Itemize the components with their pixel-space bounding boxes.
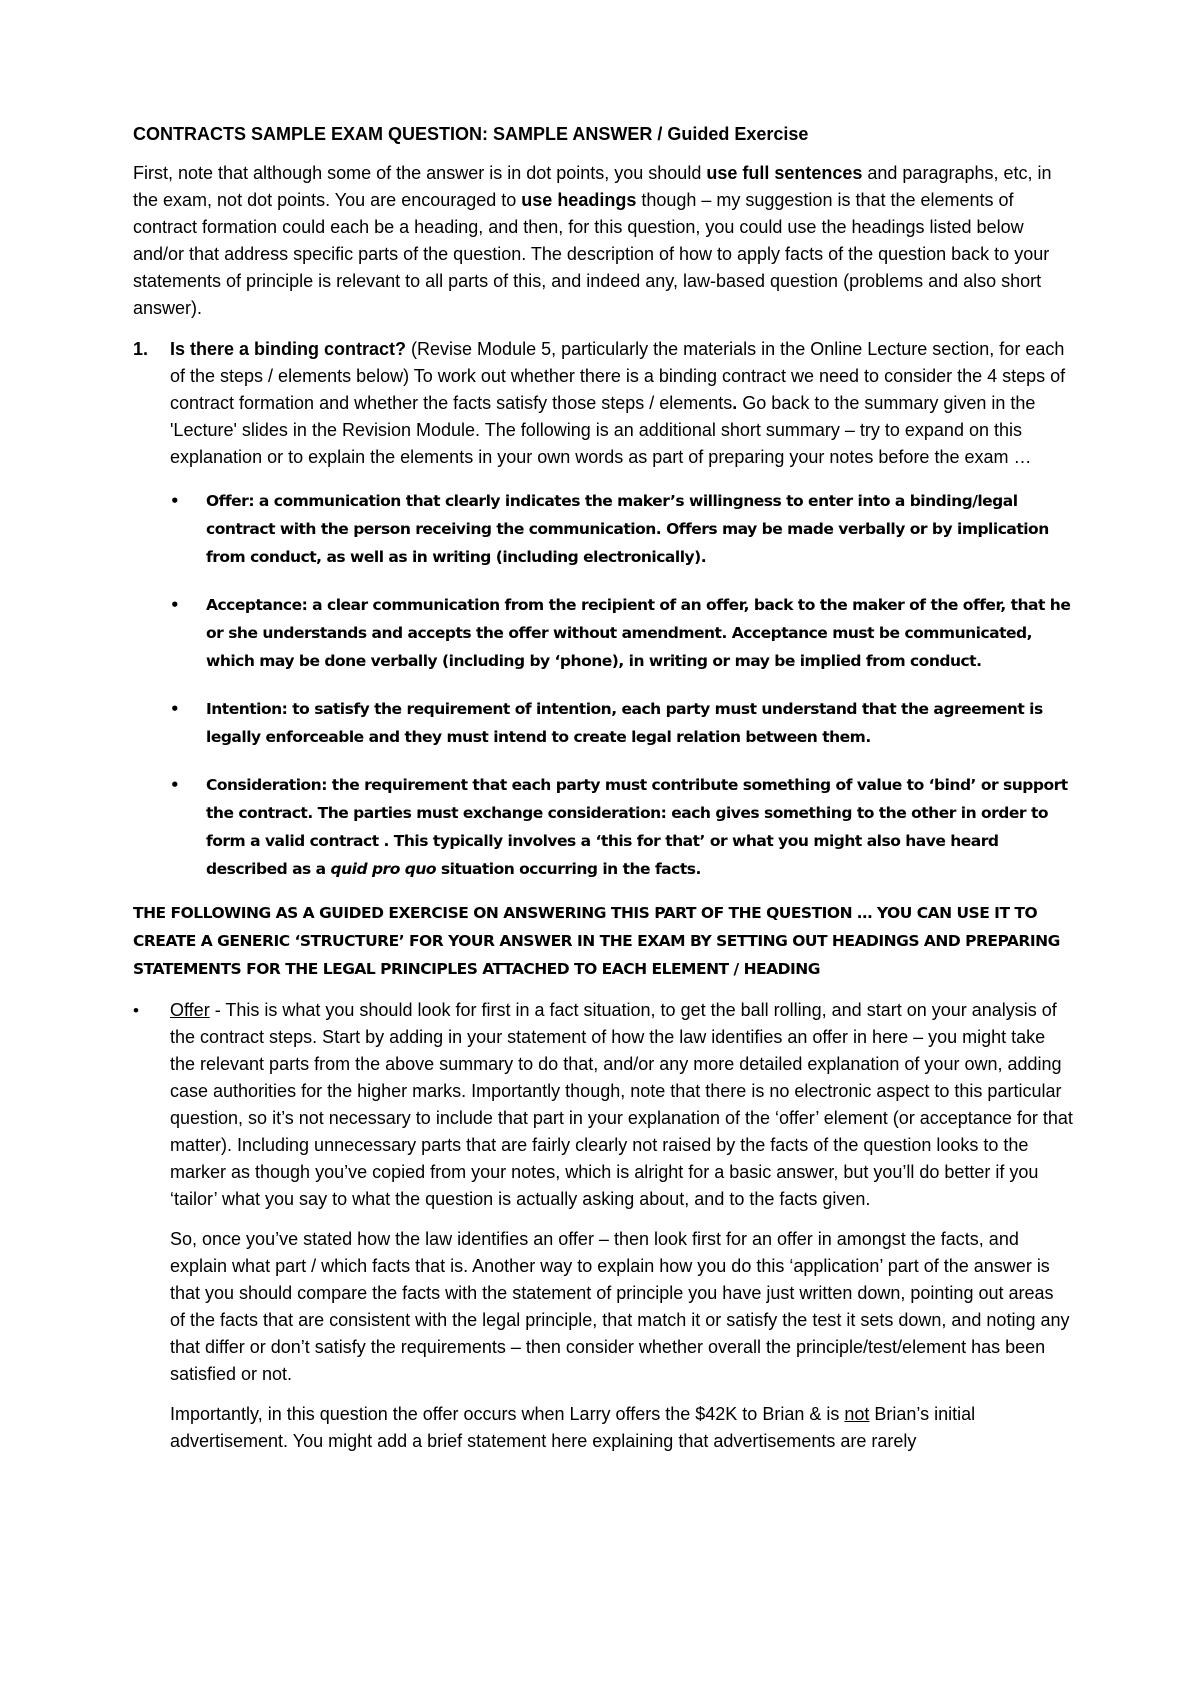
- bullet-icon: •: [170, 492, 180, 510]
- item-number: 1.: [133, 339, 149, 359]
- bullet-icon: •: [133, 1001, 139, 1020]
- bullet-icon: •: [170, 596, 180, 614]
- document-title: CONTRACTS SAMPLE EXAM QUESTION: SAMPLE ANSWER / Guided Exercise: [133, 124, 809, 144]
- element-intention: • Intention: to satisfy the requirement of intention, each party must understand that the agreement is legally enforceable and they must intend to create legal relation between them.: [170, 695, 1073, 751]
- intro-paragraph: First, note that although some of the answer is in dot points, you should use full sentences and paragraphs, etc, in the exam, not dot points. You are encouraged to use headings though – my suggestion is that the elements of contract formation could each be a heading, and then, for this question, you could use the headings listed below and/or that address specific parts of the question. The description of how to apply facts of the question back to your statements of principle is relevant to all parts of this, and indeed any, law-based question (problems and also short answer).: [133, 163, 1052, 318]
- offer-guidance-section: [133, 997, 1073, 1455]
- element-acceptance: • Acceptance: a clear communication from the recipient of an offer, back to the maker of the offer, that he or she understands and accepts the offer without amendment. Acceptance must be communicated, which may be done verbally (including by ‘phone), in writing or may be implied from conduct.: [170, 591, 1073, 675]
- element-consideration: • Consideration: the requirement that each party must contribute something of value to ‘bind’ or support the contract. The parties must exchange consideration: each gives something to the other in order to form a valid contract . This typically involves a ‘this for that’ or what you might also have heard described as a quid pro quo situation occurring in the facts.: [170, 771, 1073, 883]
- item-heading: Is there a binding contract?: [170, 339, 407, 359]
- document-body: [133, 122, 1073, 1455]
- bullet-icon: •: [170, 776, 180, 794]
- emphasis-use-headings: use headings: [521, 190, 637, 210]
- offer-facts-paragraph: Importantly, in this question the offer occurs when Larry offers the $42K to Brian & is not Brian’s initial advertisement. You might add a brief statement here explaining that advertisements are rarely: [170, 1404, 976, 1451]
- emphasis-full-sentences: use full sentences: [706, 163, 863, 183]
- numbered-item-binding-contract: 1. Is there a binding contract? (Revise Module 5, particularly the materials in the Online Lecture section, for each of the steps / elements below) To work out whether there is a binding contract we need to consider the 4 steps of contract formation and whether the facts satisfy those steps / elements. Go back to the summary given in the 'Lecture' slides in the Revision Module. The following is an additional short summary – try to expand on this explanation or to explain the elements in your own words as part of preparing your notes before the exam …: [133, 336, 1073, 471]
- element-offer: • Offer: a communication that clearly indicates the maker’s willingness to enter into a binding/legal contract with the person receiving the communication. Offers may be made verbally or by implication from conduct, as well as in writing (including electronically).: [170, 487, 1073, 571]
- contract-elements-list: [170, 487, 1073, 883]
- guided-exercise-heading: THE FOLLOWING AS A GUIDED EXERCISE ON ANSWERING THIS PART OF THE QUESTION … YOU CAN USE IT TO CREATE A GENERIC ‘STRUCTURE’ FOR YOUR ANSWER IN THE EXAM BY SETTING OUT HEADINGS AND PREPARING STATEMENTS FOR THE LEGAL PRINCIPLES ATTACHED TO EACH ELEMENT / HEADING: [133, 904, 1060, 978]
- offer-label: Offer: [170, 1000, 210, 1020]
- offer-guidance-paragraph: Offer - This is what you should look for first in a fact situation, to get the ball rolling, and start on your analysis of the contract steps. Start by adding in your statement of how the law identifies an offer in here – you might take the relevant parts from the above summary to do that, and/or any more detailed explanation of your own, adding case authorities for the higher marks. Importantly though, note that there is no electronic aspect to this particular question, so it’s not necessary to include that part in your explanation of the ‘offer’ element (or acceptance for that matter). Including unnecessary parts that are fairly clearly not raised by the facts of the question looks to the marker as though you’ve copied from your notes, which is alright for a basic answer, but you’ll do better if you ‘tailor’ what you say to what the question is actually asking about, and to the facts given.: [170, 1000, 1073, 1209]
- bullet-icon: •: [170, 700, 180, 718]
- offer-application-paragraph: So, once you’ve stated how the law identifies an offer – then look first for an offer in amongst the facts, and explain what part / which facts that is. Another way to explain how you do this ‘application’ part of the answer is that you should compare the facts with the statement of principle you have just written down, pointing out areas of the facts that are consistent with the legal principle, that match it or satisfy the test it sets down, and noting any that differ or don’t satisfy the requirements – then consider whether overall the principle/test/element has been satisfied or not.: [170, 1229, 1070, 1384]
